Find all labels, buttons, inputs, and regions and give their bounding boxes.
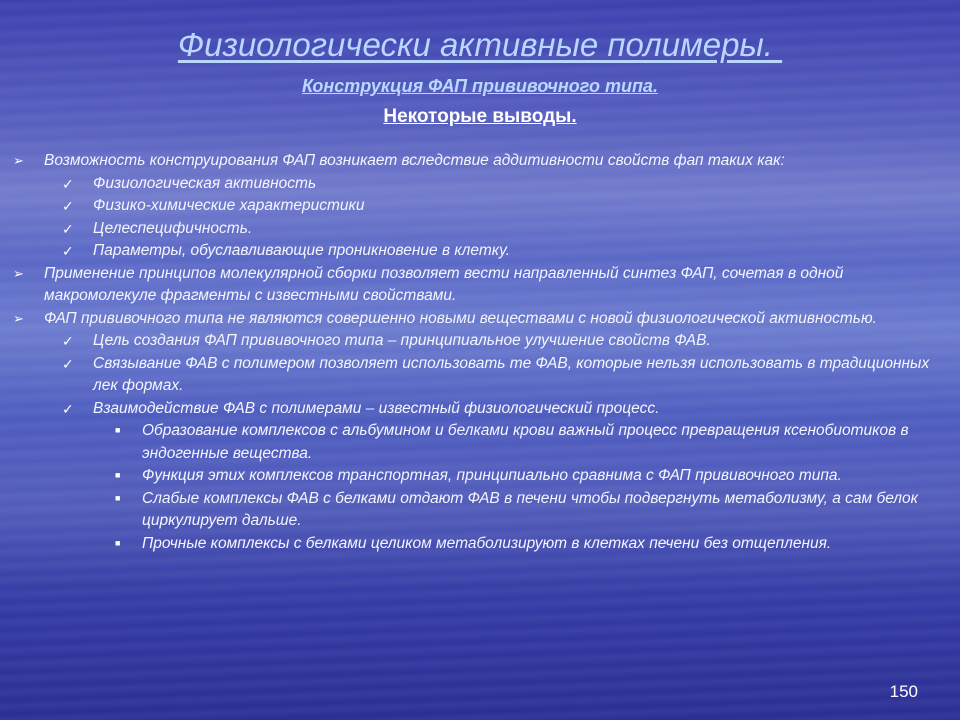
checkmark-icon: ✓ [62,198,74,214]
list-item [0,533,932,556]
list-item [0,353,943,398]
list-item-text: Функция этих комплексов транспортная, принципиально сравнима с ФАП прививочного типа. [142,467,842,484]
list-item [0,150,950,173]
list-item-text: Прочные комплексы с белками целиком метаболизируют в клетках печени без отщепления. [142,534,832,552]
list-item-text: Применение принципов молекулярной сборки позволяет вести направленный синтез ФАП, сочетая в одной макромолекуле фрагменты с известными свойствами. [44,264,844,304]
square-bullet-icon: ■ [115,425,121,435]
list-item-text: Целеспецифичность. [93,219,253,237]
bullet-list [0,150,960,555]
checkmark-icon: ✓ [62,355,74,372]
list-item-text: Слабые комплексы ФАВ с белками отдают ФАВ в печени чтобы подвергнуть метаболизму, а сам белок циркулирует дальше. [142,489,918,529]
checkmark-icon: ✓ [62,243,74,259]
checkmark-icon: ✓ [62,400,74,417]
list-item [0,218,943,241]
list-item [0,398,943,421]
list-item-text: ФАП прививочного типа не являются совершенно новыми веществами с новой физиологической активностью. [44,309,877,327]
section-heading: Некоторые выводы. [383,106,577,127]
square-bullet-icon: ■ [115,470,121,480]
list-item [0,240,943,263]
list-item-text: Образование комплексов с альбумином и белками крови важный процесс превращения ксенобиотиков в эндогенные вещества. [142,422,909,462]
square-bullet-icon: ■ [115,537,121,548]
page-number: 150 [889,682,918,701]
list-item [0,330,943,353]
list-item-text: Связывание ФАВ с полимером позволяет использовать те ФАВ, которые нельзя использовать в традиционных лек формах. [93,354,930,394]
list-item [0,173,943,196]
list-item-text: Физико-химические характеристики [93,197,365,214]
slide-title: Физиологически активные полимеры. [177,26,783,63]
slide-subtitle: Конструкция ФАП прививочного типа. [302,76,658,96]
arrow-bullet-icon: ➢ [13,310,24,326]
list-item [0,308,950,331]
list-item [0,488,932,533]
list-item-text: Физиологическая активность [93,174,317,192]
checkmark-icon: ✓ [62,333,74,349]
list-item-text: Возможность конструирования ФАП возникает вследствие аддитивности свойств фап таких как: [44,152,785,169]
checkmark-icon: ✓ [62,175,74,192]
list-item [0,420,932,465]
list-item-text: Цель создания ФАП прививочного типа – принципиальное улучшение свойств ФАВ. [93,332,711,349]
list-item-text: Взаимодействие ФАВ с полимерами – известный физиологический процесс. [93,399,660,417]
arrow-bullet-icon: ➢ [13,153,24,168]
arrow-bullet-icon: ➢ [13,265,24,281]
list-item [0,263,950,308]
square-bullet-icon: ■ [115,492,121,503]
list-item [0,195,943,218]
list-item [0,465,932,488]
list-item-text: Параметры, обуславливающие проникновение в клетку. [93,242,511,259]
checkmark-icon: ✓ [62,220,74,237]
